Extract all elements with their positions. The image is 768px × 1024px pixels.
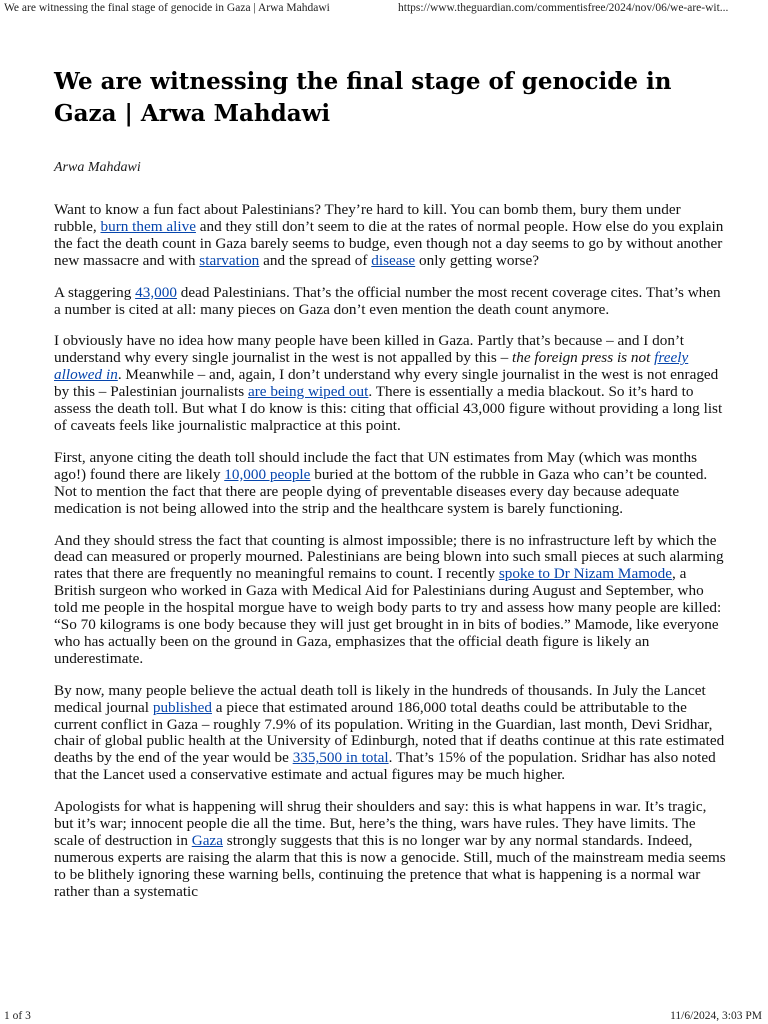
paragraph-text: I obviously have no idea how many people have been killed in Gaza. Partly that’s because – and I don’t understand why every single journalist in the west is not appalled by this – (54, 332, 684, 367)
article-headline: We are witnessing the final stage of genocide in Gaza | Arwa Mahdawi (54, 68, 672, 127)
link-10000-people[interactable]: 10,000 people (224, 465, 311, 483)
link-published[interactable]: published (152, 698, 212, 716)
paragraph-text: dead Palestinians. That’s the official number the most recent coverage cites. That’s when a number is cited at all: many pieces on Gaza don’t even mention the death count anymore. (54, 283, 721, 318)
link-burn-them-alive[interactable]: burn them alive (100, 217, 196, 235)
link-335500-in-total[interactable]: 335,500 in total (292, 749, 389, 767)
print-footer (0, 1010, 768, 1024)
paragraph-text: . There is essentially a media blackout. So it’s hard to assess the death toll. But what I do know is this: citing that official 43,000 figure without providing a long list of caveats feels like journalistic malpractice at this point. (54, 383, 723, 434)
page-number: 1 of 3 (4, 1010, 31, 1022)
paragraph-text: And they should stress the fact that counting is almost impossible; there is no infrastructure left by which the dead can measured or properly mourned. Palestinians are being blown into such small pieces at such alarming rates that there are frequently no meaningful remains to count. I recently (54, 531, 724, 583)
link-gaza[interactable]: Gaza (191, 832, 223, 849)
paragraph-text: First, anyone citing the death toll should include the fact that UN estimates from May (which was months ago!) found there are likely (54, 448, 698, 483)
article (54, 66, 726, 916)
link-starvation[interactable]: starvation (199, 251, 260, 269)
paragraph-7 (54, 799, 726, 900)
link-disease[interactable]: disease (371, 251, 416, 269)
paragraph-2 (54, 285, 726, 319)
link-freely-allowed-in[interactable]: freely allowed in (54, 349, 689, 384)
print-page-url: https://www.theguardian.com/commentisfree/2024/nov/06/we-are-wit... (398, 2, 729, 14)
paragraph-text: a piece that estimated around 186,000 total deaths could be attributable to the current conflict in Gaza – roughly 7.9% of its population. Writing in the Guardian, last month, Devi Sridhar, chair of global public health at the University of Edinburgh, noted that if deaths continue at this rate estimated deaths by the end of the year would be (54, 698, 725, 767)
paragraph-text: , a British surgeon who worked in Gaza with Medical Aid for Palestinians during August and September, who told me people in the hospital morgue have to weigh body parts to try and assess how many people are killed: “So 70 kilograms is one body because they will just get brought in in bits of bodies.” Mamode, like everyone who has actually been on the ground in Gaza, emphasizes that the official death figure is likely an underestimate. (54, 565, 722, 667)
paragraph-text: buried at the bottom of the rubble in Gaza who can’t be counted. Not to mention the fact that there are people dying of preventable diseases every day because adequate medication is not being allowed into the strip and the healthcare system is barely functioning. (54, 465, 708, 517)
paragraph-text: . Meanwhile – and, again, I don’t understand why every single journalist in the west is not enraged by this – Palestinian journalists (54, 366, 719, 401)
print-datetime: 11/6/2024, 3:03 PM (670, 1010, 762, 1022)
paragraph-text: and the spread of (259, 251, 372, 269)
paragraph-text: strongly suggests that this is no longer war by any normal standards. Indeed, numerous experts are raising the alarm that this is now a genocide. Still, much of the mainstream media seems to be blithely ignoring these warning bells, continuing the pretence that what is happening is a normal war rather than a systematic (54, 832, 726, 900)
paragraph-text: and they still don’t seem to die at the rates of normal people. How else do you explain the fact the death count in Gaza barely seems to budge, even though not a day seems to go by without another new massacre and with (54, 217, 724, 269)
paragraph-3 (54, 333, 726, 434)
paragraph-text: By now, many people believe the actual death toll is likely in the hundreds of thousands. In July the Lancet medical journal (54, 681, 706, 716)
article-body (54, 202, 726, 901)
paragraph-1 (54, 202, 726, 270)
print-page-title: We are witnessing the final stage of genocide in Gaza | Arwa Mahdawi (4, 2, 330, 14)
paragraph-5 (54, 533, 726, 668)
print-header (0, 0, 768, 20)
link-spoke-to-dr-nizam-mamode[interactable]: spoke to Dr Nizam Mamode (498, 565, 672, 583)
paragraph-4 (54, 450, 726, 518)
paragraph-text: only getting worse? (415, 251, 539, 269)
paragraph-text: A staggering (54, 283, 136, 301)
paragraph-italic-text: the foreign press is not (512, 349, 655, 367)
paragraph-6 (54, 683, 726, 784)
paragraph-text: Want to know a fun fact about Palestinians? They’re hard to kill. You can bomb them, bury them under rubble, (54, 201, 681, 235)
link-43000[interactable]: 43,000 (135, 283, 177, 301)
article-byline: Arwa Mahdawi (54, 160, 141, 175)
paragraph-text: Apologists for what is happening will shrug their shoulders and say: this is what happens in war. It’s tragic, but it’s war; innocent people die all the time. But, here’s the thing, wars have rules. They have limits. The scale of destruction in (54, 798, 707, 849)
link-are-being-wiped-out[interactable]: are being wiped out (247, 383, 369, 401)
paragraph-text: . That’s 15% of the population. Sridhar has also noted that the Lancet used a conservative estimate and actual figures may be much higher. (54, 749, 716, 784)
